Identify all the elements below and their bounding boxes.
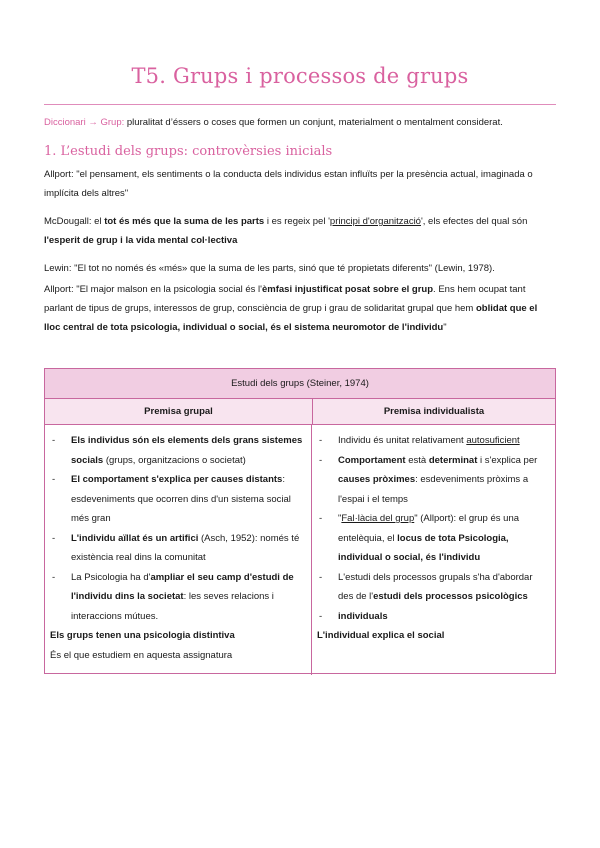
text-fragment: està xyxy=(405,454,429,466)
author-name: Allport xyxy=(44,169,71,180)
bullet-dash: - xyxy=(319,610,323,622)
bold-fragment: L'individual explica el social xyxy=(317,630,445,641)
table-body-row xyxy=(45,425,555,675)
underlined-term: autosuficient xyxy=(466,435,520,446)
bullet-dash: - xyxy=(319,571,323,583)
table-header-row xyxy=(45,399,555,425)
allport-quote-2 xyxy=(44,280,556,337)
text-fragment: Individu és unitat relativament xyxy=(338,435,467,446)
bold-fragment: Els individus són els elements dels grans sistemes socials xyxy=(71,435,303,466)
bold-fragment: ampliar el seu camp d'estudi de l'individu dins la societat xyxy=(71,571,294,602)
underlined-term: principi d'organització xyxy=(329,216,421,227)
bullet-dash: - xyxy=(319,454,323,466)
bold-fragment: L'individu aïllat és un artifici xyxy=(71,532,199,544)
bold-fragment: El comportament s'explica per causes distants xyxy=(71,474,283,485)
bullet-dash: - xyxy=(319,435,323,446)
bold-fragment: oblidat que el lloc central de tota psicologia, individual o social, és el sistema neuromotor de l'individu xyxy=(44,303,538,333)
bold-fragment: Els grups tenen una psicologia distintiva xyxy=(50,630,235,641)
text-fragment: " xyxy=(338,513,342,524)
text-fragment: i s'explica per xyxy=(477,454,538,466)
list-item xyxy=(317,509,550,568)
column-conclusion xyxy=(317,626,550,646)
text-fragment: : esdeveniments que ocorren dins d'un sistema social més gran xyxy=(71,474,291,524)
list-item xyxy=(50,431,306,470)
bold-fragment: tot és més que la suma de les parts xyxy=(104,216,265,227)
bullet-dash: - xyxy=(52,532,56,544)
quote-text: : "El tot no només és «més» que la suma de les parts, sinó que té propietats diferents" (Lewin, 1978). xyxy=(68,263,495,274)
column-conclusion xyxy=(50,626,306,646)
list-item xyxy=(317,607,550,627)
list-item xyxy=(50,529,306,568)
list-item xyxy=(50,470,306,529)
bold-fragment: locus de tota Psicologia, individual o social, és l'individu xyxy=(338,532,509,563)
bold-fragment: estudi dels processos psicològics xyxy=(373,591,528,602)
dictionary-definition xyxy=(44,116,556,129)
bullet-dash: - xyxy=(52,474,56,485)
text-fragment: : "El major malson en la psicologia social és l' xyxy=(70,284,262,295)
text-fragment: : les seves relacions i interaccions mútues. xyxy=(71,591,274,622)
bold-fragment: Comportament xyxy=(338,454,406,466)
bold-fragment: individuals xyxy=(338,610,388,622)
table-caption: Estudi dels grups (Steiner, 1974) xyxy=(45,369,555,399)
mcdougall-paragraph xyxy=(44,212,556,250)
list-item xyxy=(50,568,306,627)
text-fragment: i es regeix pel ' xyxy=(264,216,330,227)
title-divider xyxy=(44,104,556,105)
list-item xyxy=(317,451,550,510)
list-item xyxy=(317,431,550,451)
author-name: McDougall xyxy=(44,216,89,227)
text-fragment: " (Allport): el grup és una entelèquia, el xyxy=(338,513,520,544)
premisa-individualista-column xyxy=(312,425,555,675)
author-name: Lewin xyxy=(44,263,69,274)
allport-quote-1 xyxy=(44,165,556,203)
text-fragment: La Psicologia ha d' xyxy=(71,571,151,583)
bullet-dash: - xyxy=(319,513,323,524)
text-fragment: (Asch, 1952): només té existència real dins la comunitat xyxy=(71,532,300,563)
text-fragment: L'estudi dels processos grupals s'ha d'abordar des de l' xyxy=(338,571,533,602)
author-name: Allport xyxy=(44,284,71,295)
page-title: T5. Grups i processos de grups xyxy=(131,64,469,88)
list-item xyxy=(317,568,550,607)
dictionary-text: pluralitat d’éssers o coses que formen un conjunt, materialment o mentalment considerat. xyxy=(124,117,503,128)
bullet-dash: - xyxy=(52,571,56,583)
text-fragment: : esdeveniments pròxims a l'espai i el temps xyxy=(338,474,529,505)
bold-fragment: causes pròximes xyxy=(338,474,416,485)
text-fragment: . Ens hem ocupat tant parlant de tipus de grups, interessos de grup, consciència de grup i grau de solidaritat grupal que hem xyxy=(44,284,526,314)
underlined-term: Fal·làcia del grup xyxy=(341,513,415,524)
bold-fragment: l'esperit de grup i la vida mental col·lectiva xyxy=(44,235,238,246)
bold-fragment: èmfasi injustificat posat sobre el grup xyxy=(262,284,434,295)
premisa-grupal-column xyxy=(45,425,312,675)
text-fragment: (grups, organitzacions o societat) xyxy=(103,454,246,466)
bold-fragment: determinat xyxy=(428,454,478,466)
header-premisa-grupal: Premisa grupal xyxy=(45,399,313,424)
steiner-table xyxy=(44,368,556,674)
bullet-dash: - xyxy=(52,435,56,446)
dictionary-prefix: Diccionari → Grup: xyxy=(44,117,125,128)
text-fragment: : el xyxy=(88,216,105,227)
quote-text: : "el pensament, els sentiments o la conducta dels individus estan influïts per la presència actual, imaginada o implícita dels altres" xyxy=(44,169,533,199)
column-note: És el que estudiem en aquesta assignatura xyxy=(50,649,233,661)
header-premisa-individualista: Premisa individualista xyxy=(383,406,485,417)
lewin-quote xyxy=(44,259,556,278)
text-fragment: ', els efectes del qual són xyxy=(420,216,528,227)
text-fragment: " xyxy=(443,322,447,333)
section-heading: 1. L’estudi dels grups: controvèrsies inicials xyxy=(44,144,333,159)
